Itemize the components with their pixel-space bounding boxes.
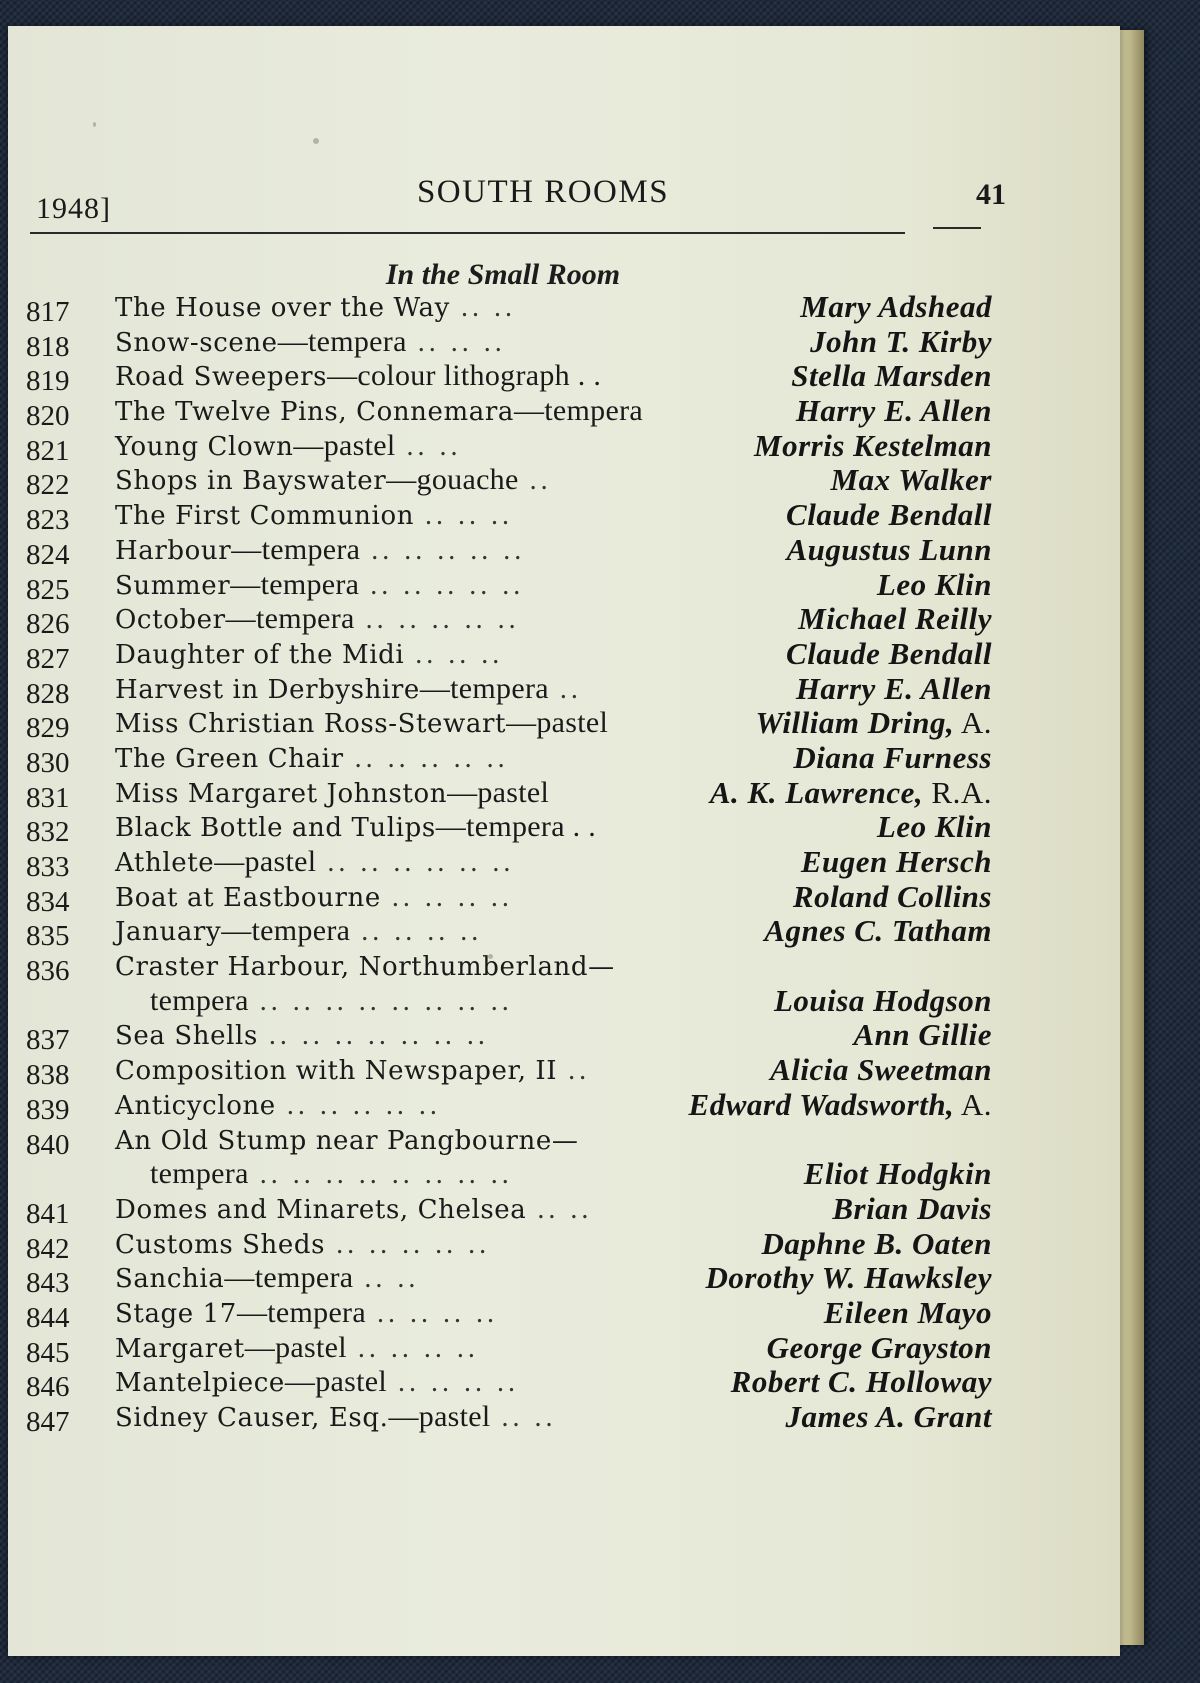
entry-artist-group	[770, 1053, 992, 1088]
entry-title: Shops in Bayswater	[115, 466, 387, 497]
entry-title-group	[115, 706, 608, 742]
catalogue-entry	[20, 393, 1020, 433]
catalogue-entry-list	[20, 289, 1020, 1438]
entry-title-group	[115, 1192, 592, 1228]
entry-medium: —pastel	[447, 775, 550, 809]
entry-title: Sanchia	[115, 1264, 225, 1295]
entry-artist: A. K. Lawrence,	[709, 774, 924, 810]
entry-artist: Eugen Hersch	[800, 844, 992, 879]
catalogue-entry	[20, 427, 1020, 467]
entry-artist-group	[800, 290, 992, 325]
entry-number: 828	[26, 677, 70, 710]
entry-artist-group	[877, 810, 992, 845]
entry-artist: Leo Klin	[876, 809, 992, 845]
entry-title-group	[115, 1018, 489, 1054]
catalogue-entry	[20, 358, 1020, 398]
running-head-title: SOUTH ROOMS	[416, 174, 670, 210]
entry-artist: Harry E. Allen	[795, 670, 992, 706]
entry-artist: William Dring,	[755, 705, 955, 741]
leader-dots: .. .. ..	[406, 326, 506, 358]
catalogue-entry	[20, 601, 1020, 641]
entry-title: January	[115, 917, 222, 948]
entry-title: October	[115, 605, 226, 636]
entry-title-group	[115, 776, 549, 812]
catalogue-entry	[20, 1123, 1020, 1161]
catalogue-entry	[20, 566, 1020, 606]
entry-artist: James A. Grant	[785, 1399, 992, 1434]
entry-artist: Claude Bendall	[786, 497, 992, 533]
entry-artist-distinction: R.A.	[923, 774, 992, 810]
entry-artist: Michael Reilly	[798, 601, 992, 637]
leader-dots: ..	[548, 673, 582, 705]
leader-dots: .. .. .. ..	[346, 1332, 479, 1364]
leader-dots: .. .. .. .. ..	[354, 604, 520, 636]
catalogue-entry	[20, 984, 1020, 1019]
entry-title: Mantelpiece	[115, 1368, 285, 1399]
catalogue-entry	[20, 809, 1020, 849]
entry-title-group	[115, 533, 525, 569]
entry-artist: John T. Kirby	[810, 323, 992, 359]
entry-number: 819	[26, 365, 70, 398]
entry-number: 834	[26, 885, 70, 918]
entry-medium: —pastel	[284, 1365, 387, 1399]
entry-artist-group	[705, 1261, 992, 1296]
leader-dots: .. ..	[526, 1193, 593, 1225]
running-head	[28, 174, 1058, 224]
entry-number: 820	[26, 400, 70, 433]
leader-dots: .. .. .. .. ..	[343, 742, 509, 774]
entry-artist: Claude Bendall	[786, 635, 992, 671]
entry-artist-group	[801, 845, 992, 880]
entry-title: Sidney Causer, Esq.	[115, 1403, 389, 1433]
entry-title: Snow-scene	[115, 327, 278, 358]
leader-dots: .. ..	[490, 1402, 557, 1433]
leader-dots: .. .. .. .. .. .. ..	[257, 1020, 489, 1052]
entry-artist-group	[731, 1365, 992, 1400]
entry-title-group	[115, 810, 596, 846]
entry-number: 823	[26, 504, 70, 537]
entry-artist: Brian Davis	[832, 1190, 992, 1226]
entry-artist: Agnes C. Tatham	[764, 913, 992, 949]
entry-title-group	[115, 325, 506, 361]
leader-dots: .. .. .. .. ..	[359, 569, 525, 601]
catalogue-entry	[20, 878, 1020, 918]
entry-number: 843	[26, 1267, 70, 1300]
catalogue-entry	[20, 497, 1020, 537]
entry-title: Domes and Minarets, Chelsea	[115, 1194, 527, 1225]
entry-number: 846	[26, 1371, 70, 1404]
entry-number: 817	[26, 296, 70, 328]
entry-medium: —tempera	[231, 532, 361, 566]
entry-artist: Daphne B. Oaten	[761, 1225, 992, 1261]
entry-medium: tempera	[150, 983, 249, 1017]
entry-artist-group	[791, 359, 992, 394]
entry-artist-distinction: A.	[954, 1086, 992, 1122]
entry-title-group	[115, 602, 520, 638]
entry-number: 847	[26, 1406, 70, 1438]
entry-artist-group	[832, 1192, 992, 1227]
entry-medium: —tempera	[224, 1261, 354, 1295]
entry-title-group	[115, 741, 509, 777]
entry-title-group	[150, 1157, 513, 1193]
catalogue-entry	[20, 323, 1020, 363]
leader-dots: ..	[557, 1055, 591, 1087]
entry-number: 838	[26, 1059, 70, 1092]
leader-dots: .. .. .. .. .. .. .. ..	[248, 1159, 513, 1191]
entry-medium: —tempera	[419, 671, 549, 705]
entry-artist-group	[710, 776, 992, 811]
leader-dots: .. .. .. ..	[380, 881, 513, 913]
entry-artist-group	[786, 498, 992, 533]
entry-title-group	[115, 914, 482, 950]
entry-artist: Robert C. Holloway	[730, 1364, 992, 1400]
paper-speck	[313, 138, 319, 144]
catalogue-entry	[20, 774, 1020, 814]
entry-artist: Diana Furness	[793, 739, 992, 775]
entry-number: 818	[26, 330, 70, 363]
entry-number: 842	[26, 1232, 70, 1265]
catalogue-entry	[20, 670, 1020, 710]
entry-artist: Morris Kestelman	[754, 427, 992, 463]
leader-dots: .. .. .. ..	[365, 1297, 498, 1329]
leader-dots: .. .. ..	[414, 500, 514, 532]
entry-title: Athlete	[115, 848, 215, 878]
entry-number: 840	[26, 1128, 70, 1161]
entry-number: 824	[26, 538, 70, 571]
leader-dots: .. .. .. ..	[350, 916, 483, 948]
leader-dots: .. .. ..	[404, 638, 504, 670]
entry-title: Harbour	[115, 535, 232, 566]
entry-medium: —tempera	[514, 394, 644, 428]
entry-title-group	[115, 498, 513, 534]
entry-artist-group	[793, 880, 992, 915]
entry-artist-group	[804, 1157, 992, 1192]
entry-medium: —pastel	[506, 706, 609, 740]
entry-number: 831	[26, 781, 70, 814]
entry-title: The House over the Way	[115, 293, 450, 323]
entry-title: Young Clown	[115, 431, 294, 462]
entry-title: Customs Sheds	[115, 1229, 326, 1260]
leader-dots: ..	[518, 465, 552, 497]
entry-number: 821	[26, 434, 70, 467]
entry-title: The Twelve Pins, Connemara	[115, 397, 514, 428]
catalogue-entry	[20, 1052, 1020, 1092]
entry-number: 826	[26, 608, 70, 641]
running-head-year: 1948]	[36, 192, 111, 225]
entry-medium: tempera	[150, 1157, 249, 1191]
entry-medium: —tempera	[221, 914, 351, 948]
catalogue-entry	[20, 1086, 1020, 1126]
catalogue-page	[8, 26, 1120, 1656]
entry-number: 837	[26, 1024, 70, 1057]
entry-title: Composition with Newspaper, II	[115, 1056, 558, 1087]
entry-medium: —tempera	[277, 324, 407, 358]
entry-title: Boat at Eastbourne	[115, 882, 381, 913]
entry-title-group	[115, 1053, 590, 1089]
entry-medium: —tempera	[225, 602, 355, 636]
catalogue-entry	[20, 1329, 1020, 1369]
catalogue-entry	[20, 705, 1020, 745]
entry-medium: —pastel	[388, 1400, 491, 1433]
entry-number: 841	[26, 1197, 70, 1230]
entry-title: Anticyclone	[115, 1090, 276, 1121]
entry-title-group	[115, 949, 615, 985]
entry-title-group	[115, 394, 643, 430]
entry-artist: Ann Gillie	[853, 1017, 992, 1053]
entry-artist-group	[774, 984, 992, 1019]
entry-title-group	[115, 429, 462, 465]
catalogue-entry	[20, 1157, 1020, 1192]
entry-artist: Edward Wadsworth,	[688, 1086, 955, 1122]
entry-artist: Roland Collins	[792, 878, 992, 914]
entry-title-group	[115, 880, 513, 916]
leader-dots: .. .. .. ..	[387, 1367, 519, 1399]
entry-artist-group	[785, 1400, 992, 1435]
section-title: In the Small Room	[385, 258, 621, 291]
entry-artist-group	[853, 1018, 992, 1053]
entry-artist-group	[786, 637, 992, 672]
entry-artist: Alicia Sweetman	[770, 1052, 992, 1088]
leader-dots: .. ..	[395, 430, 462, 462]
entry-title-group	[115, 290, 516, 326]
entry-medium: —tempera	[236, 1295, 366, 1329]
entry-artist-group	[767, 1331, 992, 1366]
catalogue-entry	[20, 913, 1020, 953]
catalogue-entry	[20, 289, 1020, 328]
entry-title-group	[115, 359, 601, 395]
entry-number: 827	[26, 642, 70, 675]
entry-number: 833	[26, 851, 70, 883]
entry-title: The Green Chair	[115, 743, 344, 774]
entry-number: 825	[26, 573, 70, 606]
header-rule	[30, 232, 905, 234]
entry-title: Daughter of the Midi	[115, 639, 405, 670]
entry-number: 835	[26, 920, 70, 953]
entry-artist: Eliot Hodgkin	[803, 1156, 992, 1192]
catalogue-entry	[20, 1399, 1020, 1438]
entry-title-group	[115, 1296, 498, 1332]
entry-artist: George Grayston	[766, 1329, 992, 1365]
leader-dots: .. .. .. .. .. .. .. ..	[248, 985, 513, 1017]
entry-artist-distinction: A.	[954, 705, 992, 741]
page-number: 41	[976, 178, 1006, 211]
catalogue-entry	[20, 462, 1020, 502]
entry-title-group	[115, 1261, 419, 1297]
catalogue-entry	[20, 531, 1020, 571]
entry-artist-group	[754, 429, 992, 464]
entry-number: 844	[26, 1301, 70, 1334]
catalogue-entry	[20, 739, 1020, 779]
entry-artist-group	[798, 602, 992, 637]
entry-artist-group	[824, 1296, 992, 1331]
catalogue-entry	[20, 1190, 1020, 1230]
entry-medium: —gouache	[386, 463, 519, 497]
entry-title-group	[150, 984, 513, 1020]
entry-artist-group	[764, 914, 992, 949]
entry-title: Sea Shells	[115, 1021, 258, 1052]
entry-artist-group	[796, 672, 992, 707]
entry-title-group	[115, 1088, 441, 1124]
entry-title-group	[115, 463, 552, 499]
entry-title: Black Bottle and Tulips	[115, 813, 436, 844]
entry-title: Craster Harbour, Northumberland—	[115, 952, 615, 983]
entry-medium: —tempera . .	[435, 810, 597, 844]
entry-artist-group	[831, 463, 992, 498]
entry-artist-group	[810, 325, 992, 360]
entry-title: Miss Christian Ross-Stewart	[115, 709, 507, 740]
paper-speck	[93, 122, 96, 127]
entry-artist: Augustus Lunn	[786, 531, 992, 567]
leader-dots: .. .. .. .. ..	[325, 1228, 491, 1260]
leader-dots: .. .. .. .. ..	[360, 534, 526, 566]
entry-number: 830	[26, 746, 70, 779]
entry-artist: Dorothy W. Hawksley	[705, 1260, 992, 1296]
entry-title: Margaret	[115, 1333, 245, 1364]
catalogue-entry	[20, 1364, 1020, 1404]
entry-title-group	[115, 1123, 578, 1159]
entry-number: 829	[26, 712, 70, 745]
entry-artist-group	[796, 394, 992, 429]
entry-artist: Mary Adshead	[800, 289, 992, 324]
entry-number: 836	[26, 955, 70, 988]
entry-title: The First Communion	[115, 501, 415, 532]
entry-artist: Max Walker	[830, 462, 992, 498]
entry-title: Miss Margaret Johnston	[115, 778, 448, 809]
catalogue-entry	[20, 1017, 1020, 1057]
entry-artist-group	[793, 741, 992, 776]
entry-title: Road Sweepers	[115, 362, 328, 393]
entry-artist: Louisa Hodgson	[773, 982, 992, 1018]
page-number-rule	[933, 227, 981, 229]
catalogue-entry	[20, 844, 1020, 883]
entry-title: An Old Stump near Pangbourne—	[115, 1125, 579, 1156]
entry-title: Harvest in Derbyshire	[115, 674, 420, 705]
entry-title-group	[115, 568, 524, 604]
entry-medium: —tempera	[230, 567, 360, 601]
entry-medium: —colour lithograph . .	[327, 359, 602, 393]
catalogue-entry	[20, 949, 1020, 988]
entry-title: Stage 17	[115, 1298, 237, 1329]
catalogue-entry	[20, 1294, 1020, 1334]
leader-dots: .. ..	[353, 1263, 420, 1295]
entry-title: Summer	[115, 570, 231, 601]
entry-number: 845	[26, 1336, 70, 1369]
leader-dots: .. .. .. .. ..	[275, 1089, 441, 1121]
entry-artist-group	[877, 568, 992, 603]
entry-title-group	[115, 1227, 490, 1263]
entry-title-group	[115, 1365, 519, 1401]
leader-dots: .. .. .. .. .. ..	[316, 847, 515, 878]
entry-artist: Leo Klin	[876, 566, 992, 602]
entry-medium: —pastel	[214, 845, 317, 878]
entry-number: 822	[26, 469, 70, 502]
entry-title-group	[115, 845, 514, 881]
entry-medium: —pastel	[244, 1330, 347, 1364]
entry-title-group	[115, 637, 503, 673]
entry-title-group	[115, 672, 582, 708]
catalogue-entry	[20, 635, 1020, 675]
entry-artist-group	[756, 706, 992, 741]
entry-medium: —pastel	[293, 428, 396, 462]
entry-artist: Stella Marsden	[791, 358, 992, 394]
catalogue-entry	[20, 1225, 1020, 1265]
leader-dots: .. ..	[449, 292, 516, 323]
entry-artist-group	[689, 1088, 992, 1123]
catalogue-entry	[20, 1260, 1020, 1300]
entry-number: 832	[26, 816, 70, 849]
entry-number: 839	[26, 1093, 70, 1126]
entry-artist-group	[761, 1227, 992, 1262]
entry-title-group	[115, 1400, 557, 1436]
entry-artist: Eileen Mayo	[823, 1294, 992, 1330]
entry-title-group	[115, 1331, 479, 1367]
entry-artist-group	[786, 533, 992, 568]
entry-artist: Harry E. Allen	[795, 393, 992, 429]
